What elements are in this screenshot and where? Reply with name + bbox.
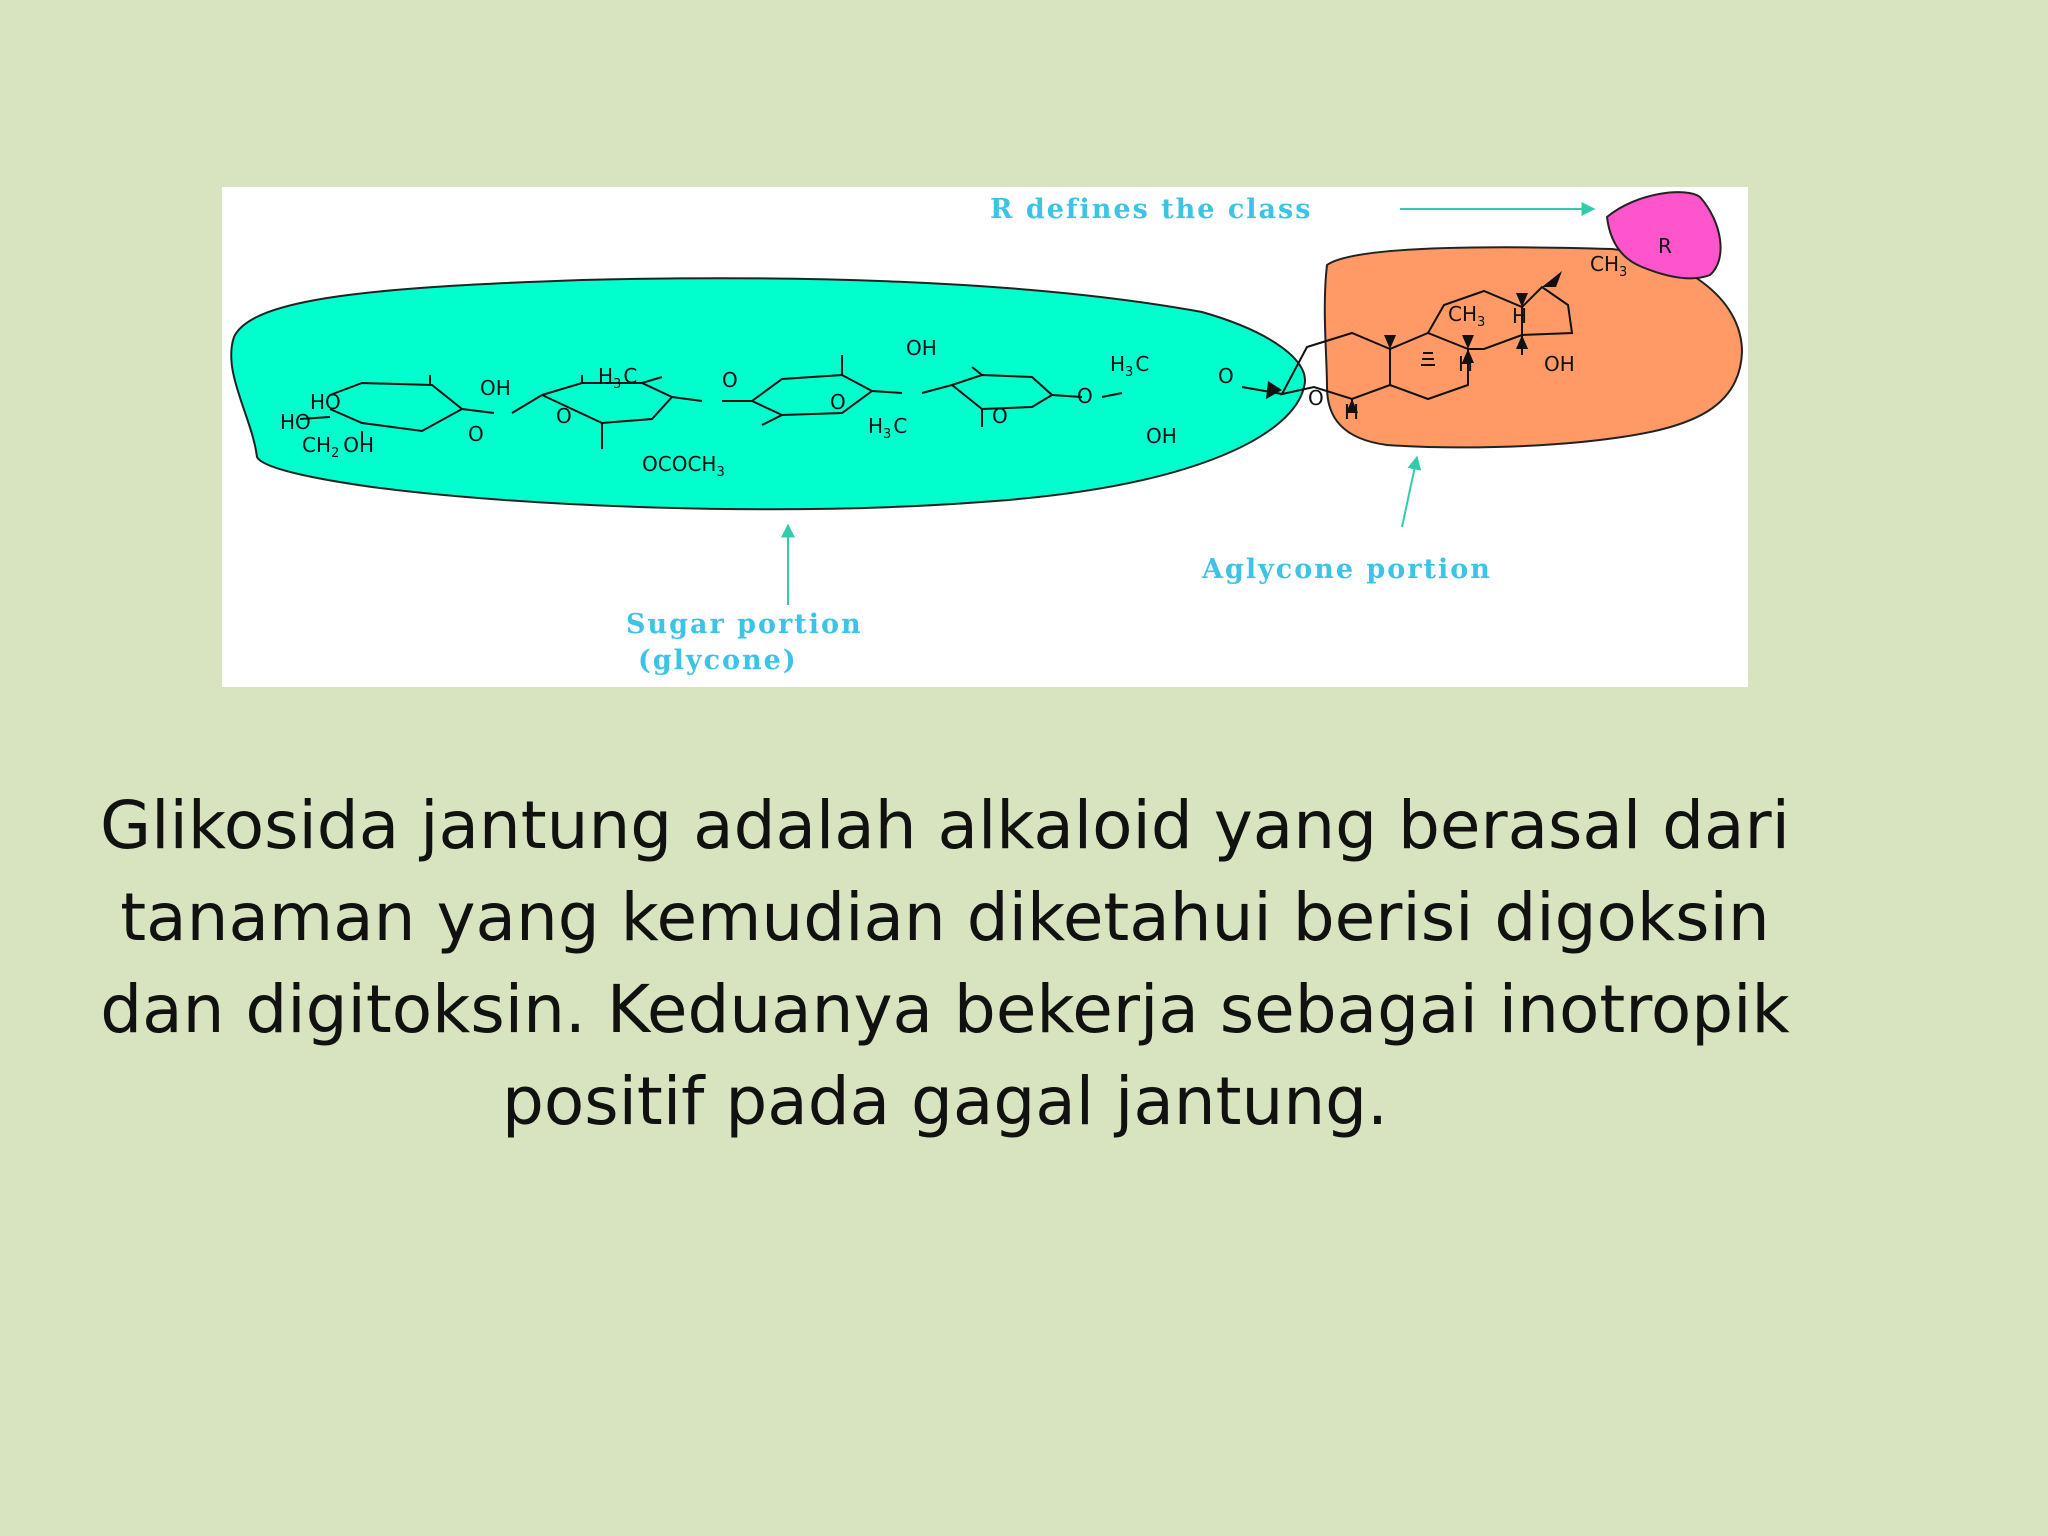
r-group-label: R (1658, 234, 1672, 258)
sugar-region (231, 278, 1305, 509)
h-label-3: H (1344, 400, 1360, 424)
aglycone-label: Aglycone portion (1202, 554, 1492, 585)
h3c-label-1: $H_3$ C (598, 364, 638, 392)
link-o-label-2: O (830, 390, 846, 414)
sugar-label-line1: Sugar portion (626, 609, 863, 640)
ho-label-2: HO (280, 410, 311, 434)
glycosidic-o-label: O (1308, 386, 1324, 410)
glycoside-structure-figure (222, 187, 1748, 687)
h-label-1: H (1512, 304, 1528, 328)
ring-o-label-4: O (1218, 364, 1234, 388)
ch3-label-top: $CH_3$ (1590, 252, 1628, 280)
h3c-label-2: $H_3$ C (868, 414, 908, 442)
ococh3-label: $OCOCH_3$ (642, 452, 725, 480)
slide-body-text: Glikosida jantung adalah alkaloid yang berasal dari tanaman yang kemudian diketahui berisi digoksin dan digitoksin. Keduanya bekerja sebagai inotropik positif pada gagal jantung. (100, 787, 1790, 1140)
oh-label-3: OH (1146, 424, 1177, 448)
oh-label-aglycone: OH (1544, 352, 1575, 376)
oh-label-1: OH (480, 376, 511, 400)
ring-o-label-2: O (722, 368, 738, 392)
aglycone-arrow (1402, 457, 1417, 527)
link-o-label-1: O (556, 404, 572, 428)
sugar-label-line2: (glycone) (638, 645, 798, 676)
r-class-label: R defines the class (990, 194, 1313, 225)
ch2oh-label: $CH_2$ OH (302, 433, 375, 461)
glycoside-diagram (222, 187, 1748, 687)
link-o-label-3: O (1077, 384, 1093, 408)
ho-label-1: HO (310, 390, 341, 414)
h3c-label-3: $H_3$ C (1110, 352, 1150, 380)
ring-o-label-3: O (992, 404, 1008, 428)
h-label-2: H (1458, 352, 1474, 376)
ch3-label-mid: $CH_3$ (1448, 302, 1486, 330)
oh-label-2: OH (906, 336, 937, 360)
ring-o-label-1: O (468, 422, 484, 446)
